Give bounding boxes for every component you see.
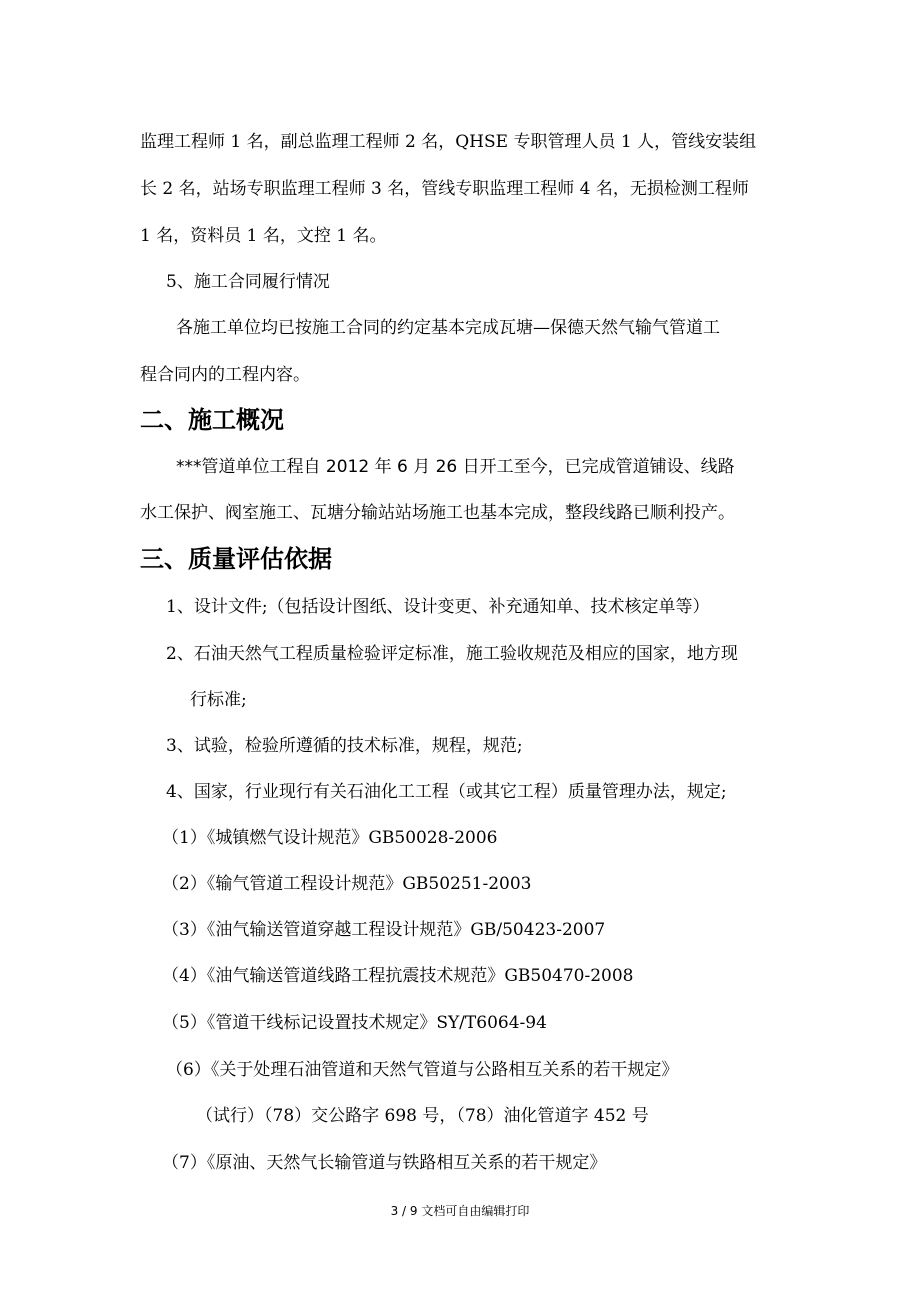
reference-6-cont: （试行）（78）交公路字 698 号，（78）油化管道字 452 号 xyxy=(196,1106,649,1126)
staff-line-1: 监理工程师 1 名，副总监理工程师 2 名，QHSE 专职管理人员 1 人，管线安装组 xyxy=(140,132,757,152)
item5-line-2: 程合同内的工程内容。 xyxy=(140,365,310,385)
reference-4: （4）《油气输送管道线路工程抗震技术规范》GB50470-2008 xyxy=(162,966,634,986)
basis-item-3: 3、试验，检验所遵循的技术标准，规程，规范; xyxy=(166,736,523,756)
reference-1: （1）《城镇燃气设计规范》GB50028-2006 xyxy=(162,828,498,848)
basis-item-4: 4、国家，行业现行有关石油化工工程（或其它工程）质量管理办法，规定; xyxy=(166,782,727,802)
section2-line-2: 水工保护、阀室施工、瓦塘分输站站场施工也基本完成，整段线路已顺利投产。 xyxy=(140,503,735,523)
reference-7: （7）《原油、天然气长输管道与铁路相互关系的若干规定》 xyxy=(162,1153,607,1173)
page-footer: 3 / 9 文档可自由编辑打印 xyxy=(390,1204,530,1218)
reference-6: （6）《关于处理石油管道和天然气管道与公路相互关系的若干规定》 xyxy=(166,1060,679,1080)
basis-item-2-cont: 行标准; xyxy=(190,690,247,710)
section3-heading: 三、质量评估依据 xyxy=(140,545,332,573)
reference-5: （5）《管道干线标记设置技术规定》SY/T6064-94 xyxy=(162,1013,547,1033)
item5-line-1: 各施工单位均已按施工合同的约定基本完成瓦塘—保德天然气输气管道工 xyxy=(176,318,720,338)
reference-2: （2）《输气管道工程设计规范》GB50251-2003 xyxy=(162,874,532,894)
basis-item-1: 1、设计文件;（包括设计图纸、设计变更、补充通知单、技术核定单等） xyxy=(166,597,710,617)
reference-3: （3）《油气输送管道穿越工程设计规范》GB/50423-2007 xyxy=(162,920,606,940)
section2-line-1: ***管道单位工程自 2012 年 6 月 26 日开工至今，已完成管道铺设、线路 xyxy=(176,457,735,477)
staff-line-2: 长 2 名，站场专职监理工程师 3 名，管线专职监理工程师 4 名，无损检测工程师 xyxy=(140,179,749,199)
basis-item-2: 2、石油天然气工程质量检验评定标准，施工验收规范及相应的国家，地方现 xyxy=(166,644,738,664)
staff-line-3: 1 名，资料员 1 名，文控 1 名。 xyxy=(140,226,387,246)
item5-title: 5、施工合同履行情况 xyxy=(166,272,330,292)
section2-heading: 二、施工概况 xyxy=(140,406,284,434)
